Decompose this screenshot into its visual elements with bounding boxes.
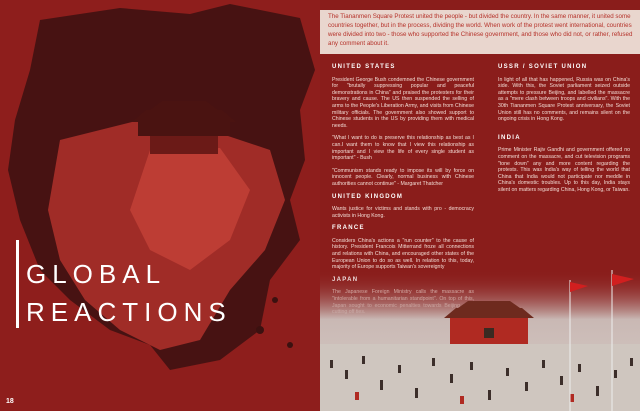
- title-line-1: GLOBAL: [26, 259, 167, 290]
- france-paragraph: Considers China's actions a "run counter" to the cause of history. President Francois Mitterrand froze all connections and relations with China, and encouraged other states of the European Union to do so as well. In relation to this, today, majority of Europe supports Taiwan's sovereignty: [332, 237, 474, 271]
- heading-usa: UNITED STATES: [332, 64, 396, 70]
- india-paragraph: Prime Minister Rajiv Gandhi and government offered no comment on the massacre, and cut television programs "tone down" any and more content regarding the protests. This was India's way of telling the world that China that India would not participate nor meddle in China's domestic troubles. Up to this day, India stays silent on matters regarding China, Hong Kong, or Taiwan.: [498, 147, 630, 193]
- usa-paragraph-2: "What I want to do is preserve this relationship as best as I can.I want them to know that I view this relationship as important and I view the life of every single student as important" - Bush: [332, 135, 474, 162]
- right-text-column: [498, 64, 630, 200]
- heading-uk: UNITED KINGDOM: [332, 193, 404, 200]
- heading-ussr: USSR / SOVIET UNION: [498, 64, 588, 70]
- ussr-paragraph: In light of all that has happened, Russia was on China's side. With this, the Soviet parliament seized outside attempts to pressure Beijing, and labelled the massacre as a "mere clash between troops and civilians". With the 30th Tiananmen Square Protest anniversary, the Soviet Union still has no comments, and remains silent on the ongoing crisis in Hong Kong.: [498, 76, 630, 123]
- uk-paragraph: Wants justice for victims and stands with pro - democracy activists in Hong Kong.: [332, 206, 474, 219]
- tiananmen-square-photo: [320, 270, 640, 411]
- page-number-left: 18: [6, 398, 14, 405]
- heading-india: INDIA: [498, 134, 521, 141]
- title-line-2: REACTIONS: [26, 297, 232, 328]
- page-title: [26, 255, 232, 331]
- heading-france: FRANCE: [332, 225, 365, 232]
- right-page: [320, 0, 640, 411]
- usa-paragraph-1: President George Bush condemned the Chinese government for "brutally suppressing popular and peaceful demonstrations in China" and praised the protesters for their bravery and cause. The US then suspended the selling of arms to the People's Liberation Army, and visits from Chinese military officials. The government also showed support to Chinese students in the US by providing them with medical needs.: [332, 76, 474, 129]
- usa-paragraph-3: "Communism stands ready to impose its will by force on innocent people. Clearly, normal business with Chinese authorities cannot continue" - Margaret Thatcher: [332, 167, 474, 187]
- title-accent-bar: [16, 240, 19, 328]
- intro-text: The Tiananmen Square Protest united the people - but divided the country. In the same manner, it united some countries together, but in the process, dividing the world. When work of the protest went international, countries were divided into two - those who supported the Chinese government, and those who did not, or rather, refused any comment about it.: [328, 13, 633, 47]
